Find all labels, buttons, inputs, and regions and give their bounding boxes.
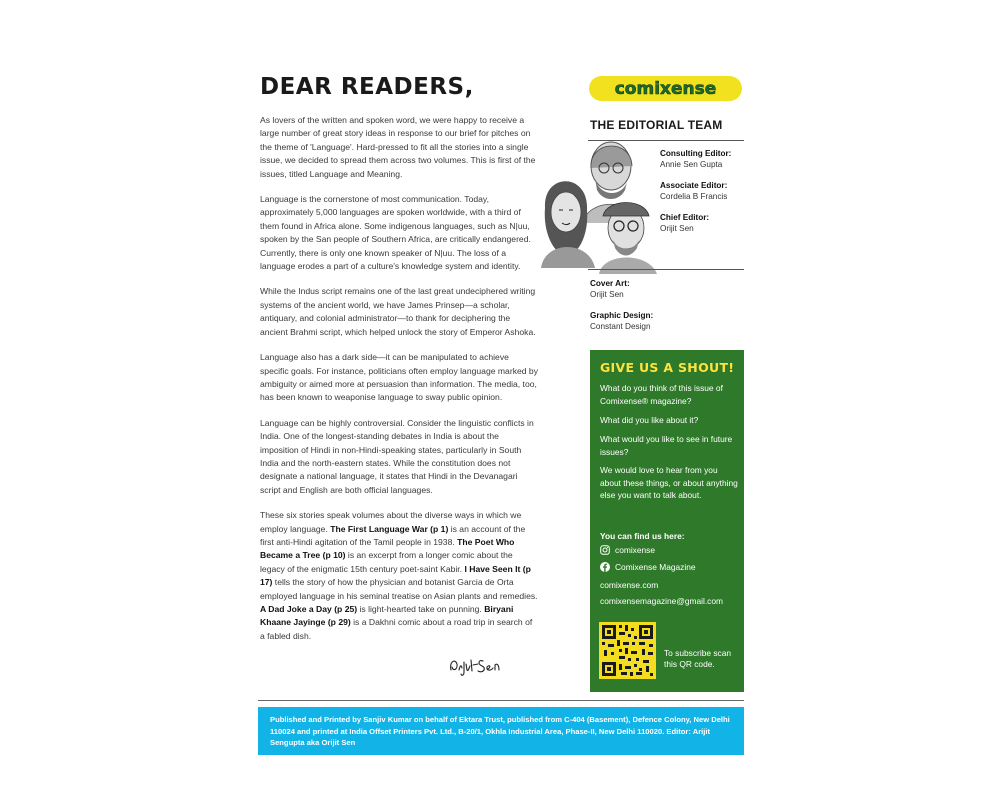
divider (588, 269, 744, 270)
qr-caption: To subscribe scan this QR code. (664, 648, 732, 669)
letter-paragraph-stories (260, 509, 538, 643)
imprint-footer (258, 707, 744, 755)
shout-question: We would love to hear from you about these things, or about anything else you want to talk about. (600, 465, 738, 500)
credit-chief-editor (660, 212, 709, 234)
story-title: Biryani Khaane Jayinge (p 29) (260, 604, 514, 628)
qr-code[interactable] (599, 622, 656, 679)
editorial-team-portrait (533, 128, 661, 274)
credit-name: Constant Design (590, 322, 651, 331)
credit-name: Cordelia B Francis (660, 192, 728, 201)
story-text: is a Dakhni comic about a road trip in search of a fabled dish. (260, 617, 533, 641)
story-title: A Dad Joke a Day (p 25) (260, 604, 358, 614)
instagram-handle: comixense (615, 545, 656, 555)
credit-cover-art (590, 278, 630, 300)
shout-question: What did you like about it? (600, 415, 699, 425)
credit-role: Chief Editor: (660, 213, 710, 222)
shout-title: GIVE US A SHOUT! (600, 360, 735, 375)
stories-intro: These six stories speak volumes about the diverse ways in which we employ language. (260, 510, 522, 534)
editorial-team-title: THE EDITORIAL TEAM (590, 118, 723, 132)
story-title: The First Language War (p 1) (330, 523, 449, 534)
credit-graphic-design (590, 310, 653, 332)
website-text: comixense.com (600, 580, 659, 590)
letter-paragraph: Language can be highly controversial. Consider the linguistic conflicts in India. One of the longest-standing debates in India is about the imposition of Hindi in non-Hindi-speaking states, particularly in South India and the north-eastern states. While the constitution does not designate a national language, it states that Hindi in the Devanagari script and English are both official languages. (260, 417, 534, 495)
letter-paragraph: As lovers of the written and spoken word, we were happy to receive a large number of great story ideas in response to our brief for pitches on the theme of 'Language'. Hard-pressed to fit all the stories into a single issue, we decided to spread them across two volumes. This is first of the issues, titled Language and Meaning. (260, 115, 536, 179)
story-text: tells the story of how the physician and botanist Garcia de Orta employed language in his seminal treatise on Asian plants and remedies. (260, 577, 538, 601)
divider (258, 700, 744, 701)
credit-role: Graphic Design: (590, 311, 654, 320)
email-text: comixensemagazine@gmail.com (600, 596, 724, 606)
facebook-page: Comixense Magazine (615, 562, 696, 572)
find-us-label: You can find us here: (600, 531, 685, 541)
shout-question: What would you like to see in future issues? (600, 434, 733, 457)
story-text: is light-hearted take on punning. (357, 604, 485, 614)
letter-heading: DEAR READERS, (260, 74, 474, 100)
credit-associate-editor (660, 180, 727, 202)
svg-text:comixense: comixense (614, 79, 717, 99)
shout-question: What do you think of this issue of Comixense® magazine? (600, 383, 723, 406)
website-link[interactable] (600, 580, 658, 590)
facebook-icon (600, 562, 610, 572)
imprint-text: Published and Printed by Sanjiv Kumar on behalf of Ektara Trust, published from C-404 (Basement), Defence Colony, New Delhi 110024 and printed at India Offset Printers Pvt. Ltd., B-20/1, Okhla Industrial Area, Phase-II, New Delhi 110020. Editor: Arijit Sengupta aka Orijit Sen (270, 715, 730, 748)
credit-role: Cover Art: (590, 279, 630, 288)
facebook-contact[interactable] (600, 562, 696, 572)
story-title: The Poet Who Became a Tree (p 10) (260, 536, 515, 561)
credit-role: Consulting Editor: (660, 149, 732, 158)
letter-body (260, 114, 538, 655)
story-text: is an excerpt from a longer comic about the legacy of the enigmatic 15th century poet-saint Kabir. (260, 550, 513, 574)
instagram-contact[interactable] (600, 545, 655, 555)
give-us-a-shout-box (590, 350, 744, 692)
credit-consulting-editor (660, 148, 731, 170)
credit-role: Associate Editor: (660, 181, 728, 190)
credit-name: Annie Sen Gupta (660, 160, 723, 169)
credit-name: Orijit Sen (590, 290, 624, 299)
email-link[interactable] (600, 596, 723, 606)
instagram-icon (600, 545, 610, 555)
comixense-logo (589, 76, 742, 101)
letter-paragraph: While the Indus script remains one of the last great undeciphered writing systems of the ancient world, we have James Prinsep—a scholar, antiquary, and colonial administrator—to thank for deciphering the ancient Brahmi script, which helped unlock the story of Emperor Ashoka. (260, 286, 536, 337)
letter-paragraph: Language also has a dark side—it can be manipulated to achieve specific goals. For instance, politicians often employ language marked by ambiguity or aimed more at persuasion than information. The media, too, has been known to weaponise language to sway public opinion. (260, 352, 539, 403)
signature (447, 652, 507, 678)
letter-paragraph: Language is the cornerstone of most communication. Today, approximately 5,000 languages are spoken worldwide, with a third of them found in Africa alone. Some indigenous languages, such as N|uu, spoken by the San people of Southern Africa, are critically endangered. Currently, there is only one known speaker of N|uu. The loss of a language erodes a part of a culture's knowledge system and identity. (260, 194, 531, 272)
credit-name: Orijit Sen (660, 224, 694, 233)
story-title: I Have Seen It (p 17) (260, 563, 531, 588)
story-text: is an account of the first anti-Hindi agitation of the Tamil people in 1938. (260, 523, 526, 547)
